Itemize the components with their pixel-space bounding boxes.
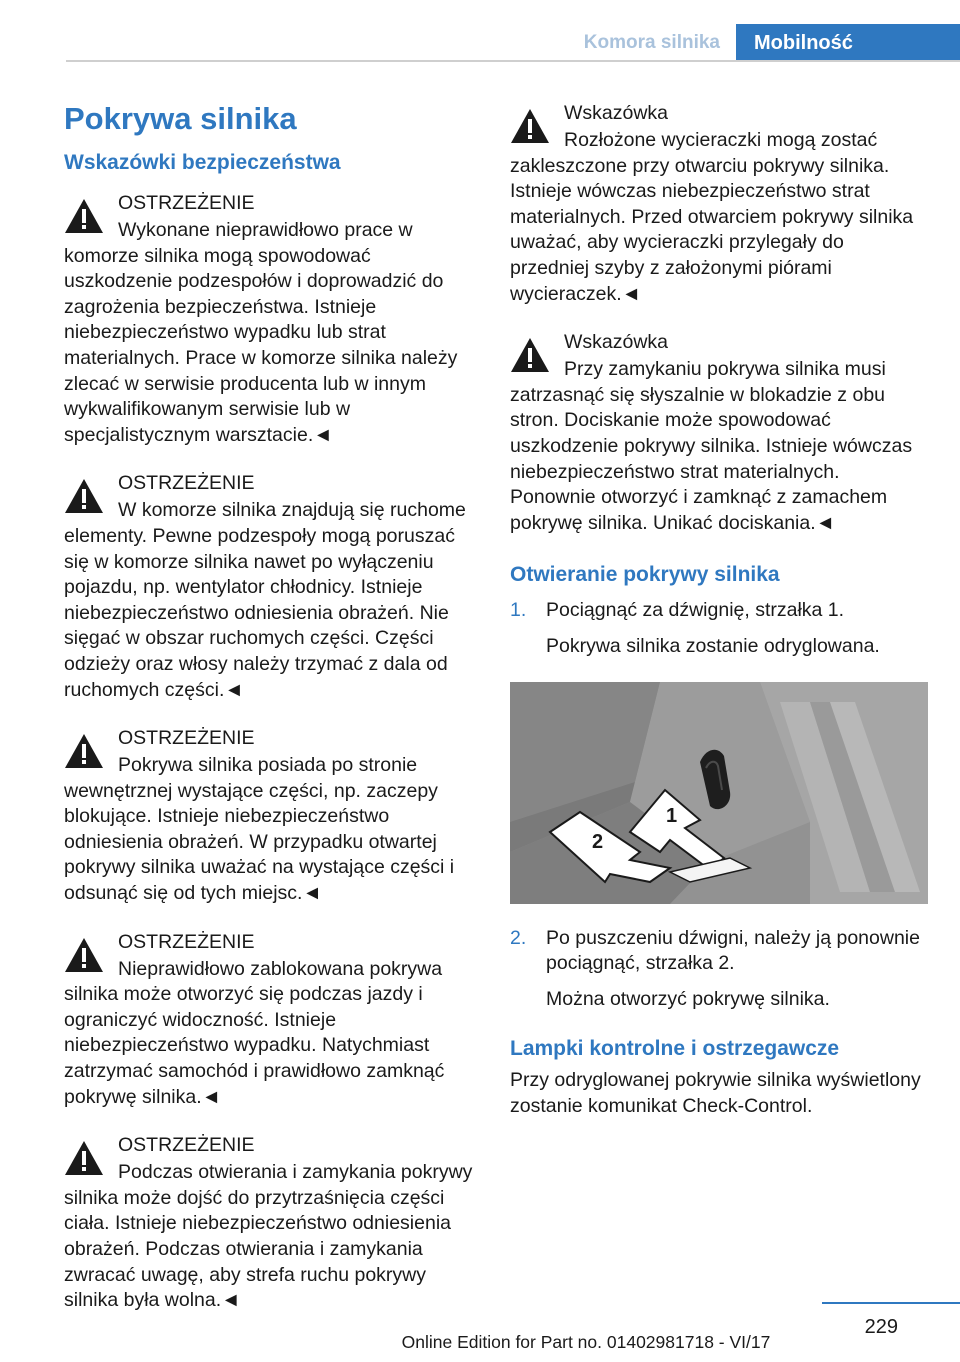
warning-block <box>64 723 478 907</box>
warning-triangle-icon <box>64 733 104 769</box>
warning-text: Wykonane nieprawidłowo prace w komorze silnika mogą spowodować uszkodzenie podzespołów i doprowadzić do zagrożenia bezpieczeństwa. Istnieje niebezpieczeństwo wypadku lub strat materialnych. Prace w komorze silnika należy zlecać w serwisie producenta lub w innym wykwalifikowanym serwisie lub w specjalistycznym warsztacie.◄ <box>64 219 458 446</box>
caution-triangle-icon <box>510 337 550 373</box>
warning-label: OSTRZEŻENIE <box>118 1134 255 1157</box>
safety-heading: Wskazówki bezpieczeństwa <box>64 151 341 174</box>
step-number: 1. <box>510 599 527 622</box>
footer-divider <box>822 1302 960 1304</box>
warning-label: OSTRZEŻENIE <box>118 472 255 495</box>
warning-triangle-icon <box>64 1140 104 1176</box>
warning-block <box>64 468 478 703</box>
indicators-heading: Lampki kontrolne i ostrzegawcze <box>510 1037 840 1061</box>
step-item <box>510 926 928 1013</box>
warning-label: OSTRZEŻENIE <box>118 930 255 953</box>
header-section-title: Komora silnika <box>583 32 720 53</box>
note-block <box>510 98 928 307</box>
warning-text: Nieprawidłowo zablokowana pokrywa silnika może otworzyć się podczas jazdy i ograniczyć widoczność. Istnieje niebezpieczeństwo wypadku. Natychmiast zatrzymać samochód i prawidłowo zamknąć pokrywę silnika.◄ <box>64 957 445 1108</box>
warning-block <box>64 1130 478 1314</box>
caution-triangle-icon <box>510 108 550 144</box>
warning-triangle-icon <box>64 198 104 234</box>
step-result: Pokrywa silnika zostanie odryglowana. <box>546 634 880 657</box>
step-text: Pociągnąć za dźwignię, strzałka 1. <box>546 599 845 622</box>
note-label: Wskazówka <box>564 331 669 354</box>
step-list <box>510 926 928 1013</box>
step-list <box>510 598 928 659</box>
opening-heading: Otwieranie pokrywy silnika <box>510 563 780 587</box>
warning-text: Pokrywa silnika posiada po stronie wewnętrznej wystające części, np. zaczepy blokujące. Istnieje niebezpieczeństwo odniesienia obrażeń. W przypadku otwartej pokrywy silnika uważać na wystające części i odsunąć się od tych miejsc.◄ <box>64 754 455 905</box>
header-chapter-tab: Mobilność <box>736 24 960 62</box>
note-text: Przy zamykaniu pokrywa silnika musi zatrzasnąć się słyszalnie w blokadzie z obu stron. Dociskanie może spowodować uszkodzenie pokrywy silnika. Istnieje wówczas niebezpieczeństwo strat materialnych. Ponownie otworzyć i zamknąć z zamachem pokrywę silnika. Unikać dociskania.◄ <box>510 358 913 534</box>
step-text: Po puszczeniu dźwigni, należy ją ponownie pociągnąć, strzałka 2. <box>546 926 920 975</box>
left-column <box>64 98 478 1314</box>
warning-triangle-icon <box>64 937 104 973</box>
header-divider <box>66 60 960 62</box>
step-result: Można otworzyć pokrywę silnika. <box>546 987 830 1010</box>
note-text: Rozłożone wycieraczki mogą zostać zakleszczone przy otwarciu pokrywy silnika. Istnieje wówczas niebezpieczeństwo strat materialnych. Przed otwarciem pokrywy silnika uważać, aby wycieraczki przylegały do przedniej szyby z założonymi piórami wycieraczek.◄ <box>510 129 914 305</box>
page-number: 229 <box>864 1316 898 1338</box>
warning-label: OSTRZEŻENIE <box>118 727 255 750</box>
warning-triangle-icon <box>64 478 104 514</box>
page-title: Pokrywa silnika <box>64 101 297 136</box>
step-item <box>510 598 928 659</box>
warning-block <box>64 927 478 1111</box>
arrow-2-label: 2 <box>592 830 604 853</box>
arrow-1-label: 1 <box>666 804 678 827</box>
step-number: 2. <box>510 926 527 949</box>
warning-text: W komorze silnika znajdują się ruchome elementy. Pewne podzespoły mogą poruszać się w komorze silnika nawet po wyłączeniu pojazdu, np. wentylator chłodnicy. Istnieje niebezpieczeństwo odniesienia obrażeń. Nie sięgać w obszar ruchomych części. Części odzieży oraz włosy należy trzymać z dala od ruchomych części.◄ <box>64 499 466 701</box>
warning-block <box>64 188 478 448</box>
note-block <box>510 327 928 536</box>
hood-release-lever-illustration <box>510 682 928 904</box>
right-column <box>510 98 928 1119</box>
warning-text: Podczas otwierania i zamykania pokrywy silnika może dojść do przytrzaśnięcia części ciała. Istnieje niebezpieczeństwo odniesienia obrażeń. Podczas otwierania i zamykania zwracać uwagę, aby strefa ruchu pokrywy silnika była wolna.◄ <box>64 1161 473 1312</box>
warning-label: OSTRZEŻENIE <box>118 192 255 214</box>
edition-footer: Online Edition for Part no. 01402981718 - VI/17 <box>401 1332 771 1352</box>
note-label: Wskazówka <box>564 102 669 124</box>
indicators-text: Przy odryglowanej pokrywie silnika wyświetlony zostanie komunikat Check-Control. <box>510 1069 921 1117</box>
